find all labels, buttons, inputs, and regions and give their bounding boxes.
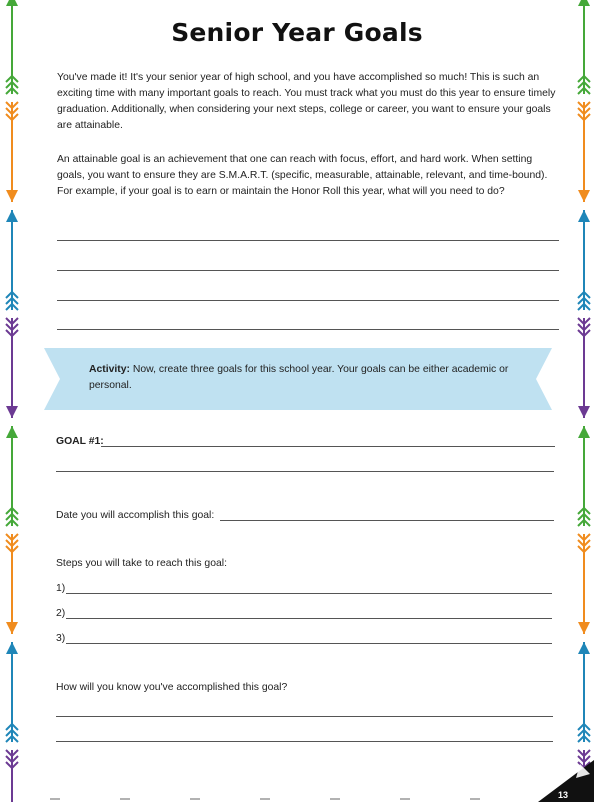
answer-line[interactable] [57, 329, 559, 330]
steps-label: Steps you will take to reach this goal: [56, 558, 227, 569]
how-label: How will you know you've accomplished this goal? [56, 682, 288, 693]
step-3-line[interactable] [66, 643, 552, 644]
step-1-label: 1) [56, 583, 66, 594]
arrow-decoration [578, 0, 590, 94]
how-line-2[interactable] [56, 741, 553, 742]
step-2-line[interactable] [66, 618, 552, 619]
arrow-decoration [6, 210, 18, 310]
answer-line[interactable] [57, 270, 559, 271]
goal-line[interactable] [101, 446, 555, 447]
arrow-decoration [578, 318, 590, 418]
page-number: 13 [558, 790, 569, 800]
arrow-decoration [578, 102, 590, 202]
arrow-decoration [578, 534, 590, 634]
activity-label: Activity: [89, 364, 130, 375]
arrow-decoration [578, 426, 590, 526]
arrow-decoration [6, 534, 18, 634]
arrow-decoration [6, 642, 18, 742]
step-2-label: 2) [56, 608, 66, 619]
arrow-decoration [6, 318, 18, 418]
step-1-line[interactable] [66, 593, 552, 594]
left-arrow-border [0, 0, 24, 802]
page-title: Senior Year Goals [171, 18, 423, 47]
how-line[interactable] [56, 716, 553, 717]
arrow-decoration [578, 210, 590, 310]
activity-instructions: Now, create three goals for this school year. Your goals can be either academic or personal. [89, 364, 509, 391]
activity-text [89, 362, 509, 394]
arrow-decoration [6, 0, 18, 94]
step-3-label: 3) [56, 633, 66, 644]
date-line[interactable] [220, 520, 554, 521]
date-label: Date you will accomplish this goal: [56, 510, 215, 521]
arrow-decoration [578, 642, 590, 742]
answer-line[interactable] [57, 240, 559, 241]
answer-line[interactable] [57, 300, 559, 301]
intro-paragraph-2: An attainable goal is an achievement that one can reach with focus, effort, and hard work. When setting goals, you want to ensure they are S.M.A.R.T. (specific, measurable, attainable, relevant, and time-bound). For example, if your goal is to earn or maintain the Honor Roll this year, what will you need to do? [57, 154, 548, 197]
arrow-decoration [6, 750, 18, 802]
goal-line-2[interactable] [56, 471, 554, 472]
right-arrow-border [572, 0, 594, 802]
arrow-decoration [6, 426, 18, 526]
intro-paragraph-1: You've made it! It's your senior year of high school, and you have accomplished so much! This is such an exciting time with many important goals to reach. You must track what you must do this year to ensure timely graduation. Additionally, when considering your next steps, college or career, you want to ensure your goals are attainable. [57, 72, 556, 131]
goal-label: GOAL #1: [56, 436, 104, 447]
arrow-decoration [6, 102, 18, 202]
